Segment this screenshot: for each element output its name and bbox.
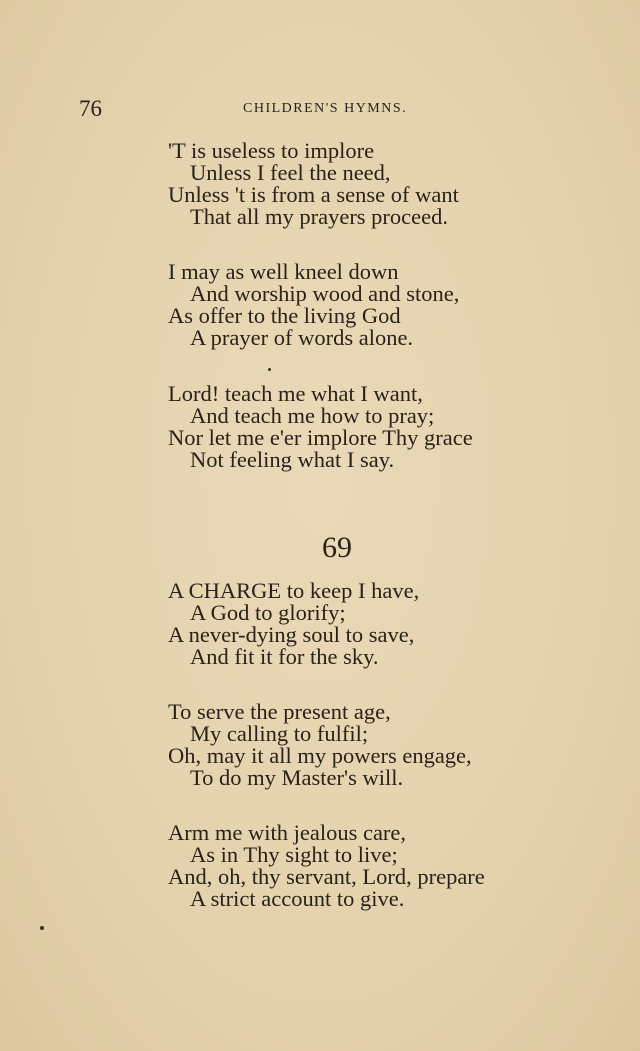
verse-line: Not feeling what I say. bbox=[190, 447, 395, 472]
verse-line: A CHARGE to keep I have, bbox=[168, 578, 420, 603]
verse-line: My calling to fulfil; bbox=[190, 721, 369, 746]
verse-line: A never-dying soul to save, bbox=[168, 622, 415, 647]
verse-line: And worship wood and stone, bbox=[190, 281, 460, 306]
verse-line: 'T is useless to implore bbox=[168, 138, 375, 163]
verse-line: As in Thy sight to live; bbox=[190, 842, 398, 867]
verse-line: Nor let me e'er implore Thy grace bbox=[168, 425, 473, 450]
verse-line: A God to glorify; bbox=[190, 600, 346, 625]
verse-line: Oh, may it all my powers engage, bbox=[168, 743, 472, 768]
hymn-number: 69 bbox=[322, 531, 352, 564]
verse-line: And teach me how to pray; bbox=[190, 403, 435, 428]
verse-line: To serve the present age, bbox=[168, 699, 391, 724]
hymn-stanza-1 bbox=[168, 580, 419, 668]
verse-line: A strict account to give. bbox=[190, 886, 405, 911]
verse-line: And fit it for the sky. bbox=[190, 644, 379, 669]
verse-line: That all my prayers proceed. bbox=[190, 204, 449, 229]
verse-line: Lord! teach me what I want, bbox=[168, 381, 423, 406]
verse-line: A prayer of words alone. bbox=[190, 325, 414, 350]
verse-line: I may as well kneel down bbox=[168, 259, 399, 284]
hymn-stanza-3 bbox=[168, 822, 485, 910]
verse-line: Unless I feel the need, bbox=[190, 160, 391, 185]
hymn-stanza-2 bbox=[168, 701, 472, 789]
verse-line: And, oh, thy servant, Lord, prepare bbox=[168, 864, 485, 889]
verse-line: As offer to the living God bbox=[168, 303, 401, 328]
ink-speck bbox=[268, 368, 271, 371]
verse-line: Arm me with jealous care, bbox=[168, 820, 407, 845]
continued-stanza-1 bbox=[168, 140, 459, 228]
running-head: CHILDREN'S HYMNS. bbox=[243, 101, 408, 116]
page-number: 76 bbox=[79, 96, 102, 121]
continued-stanza-2 bbox=[168, 261, 459, 349]
verse-line: Unless 't is from a sense of want bbox=[168, 182, 459, 207]
continued-stanza-3 bbox=[168, 383, 473, 471]
verse-line: To do my Master's will. bbox=[190, 765, 404, 790]
ink-speck bbox=[40, 926, 44, 930]
